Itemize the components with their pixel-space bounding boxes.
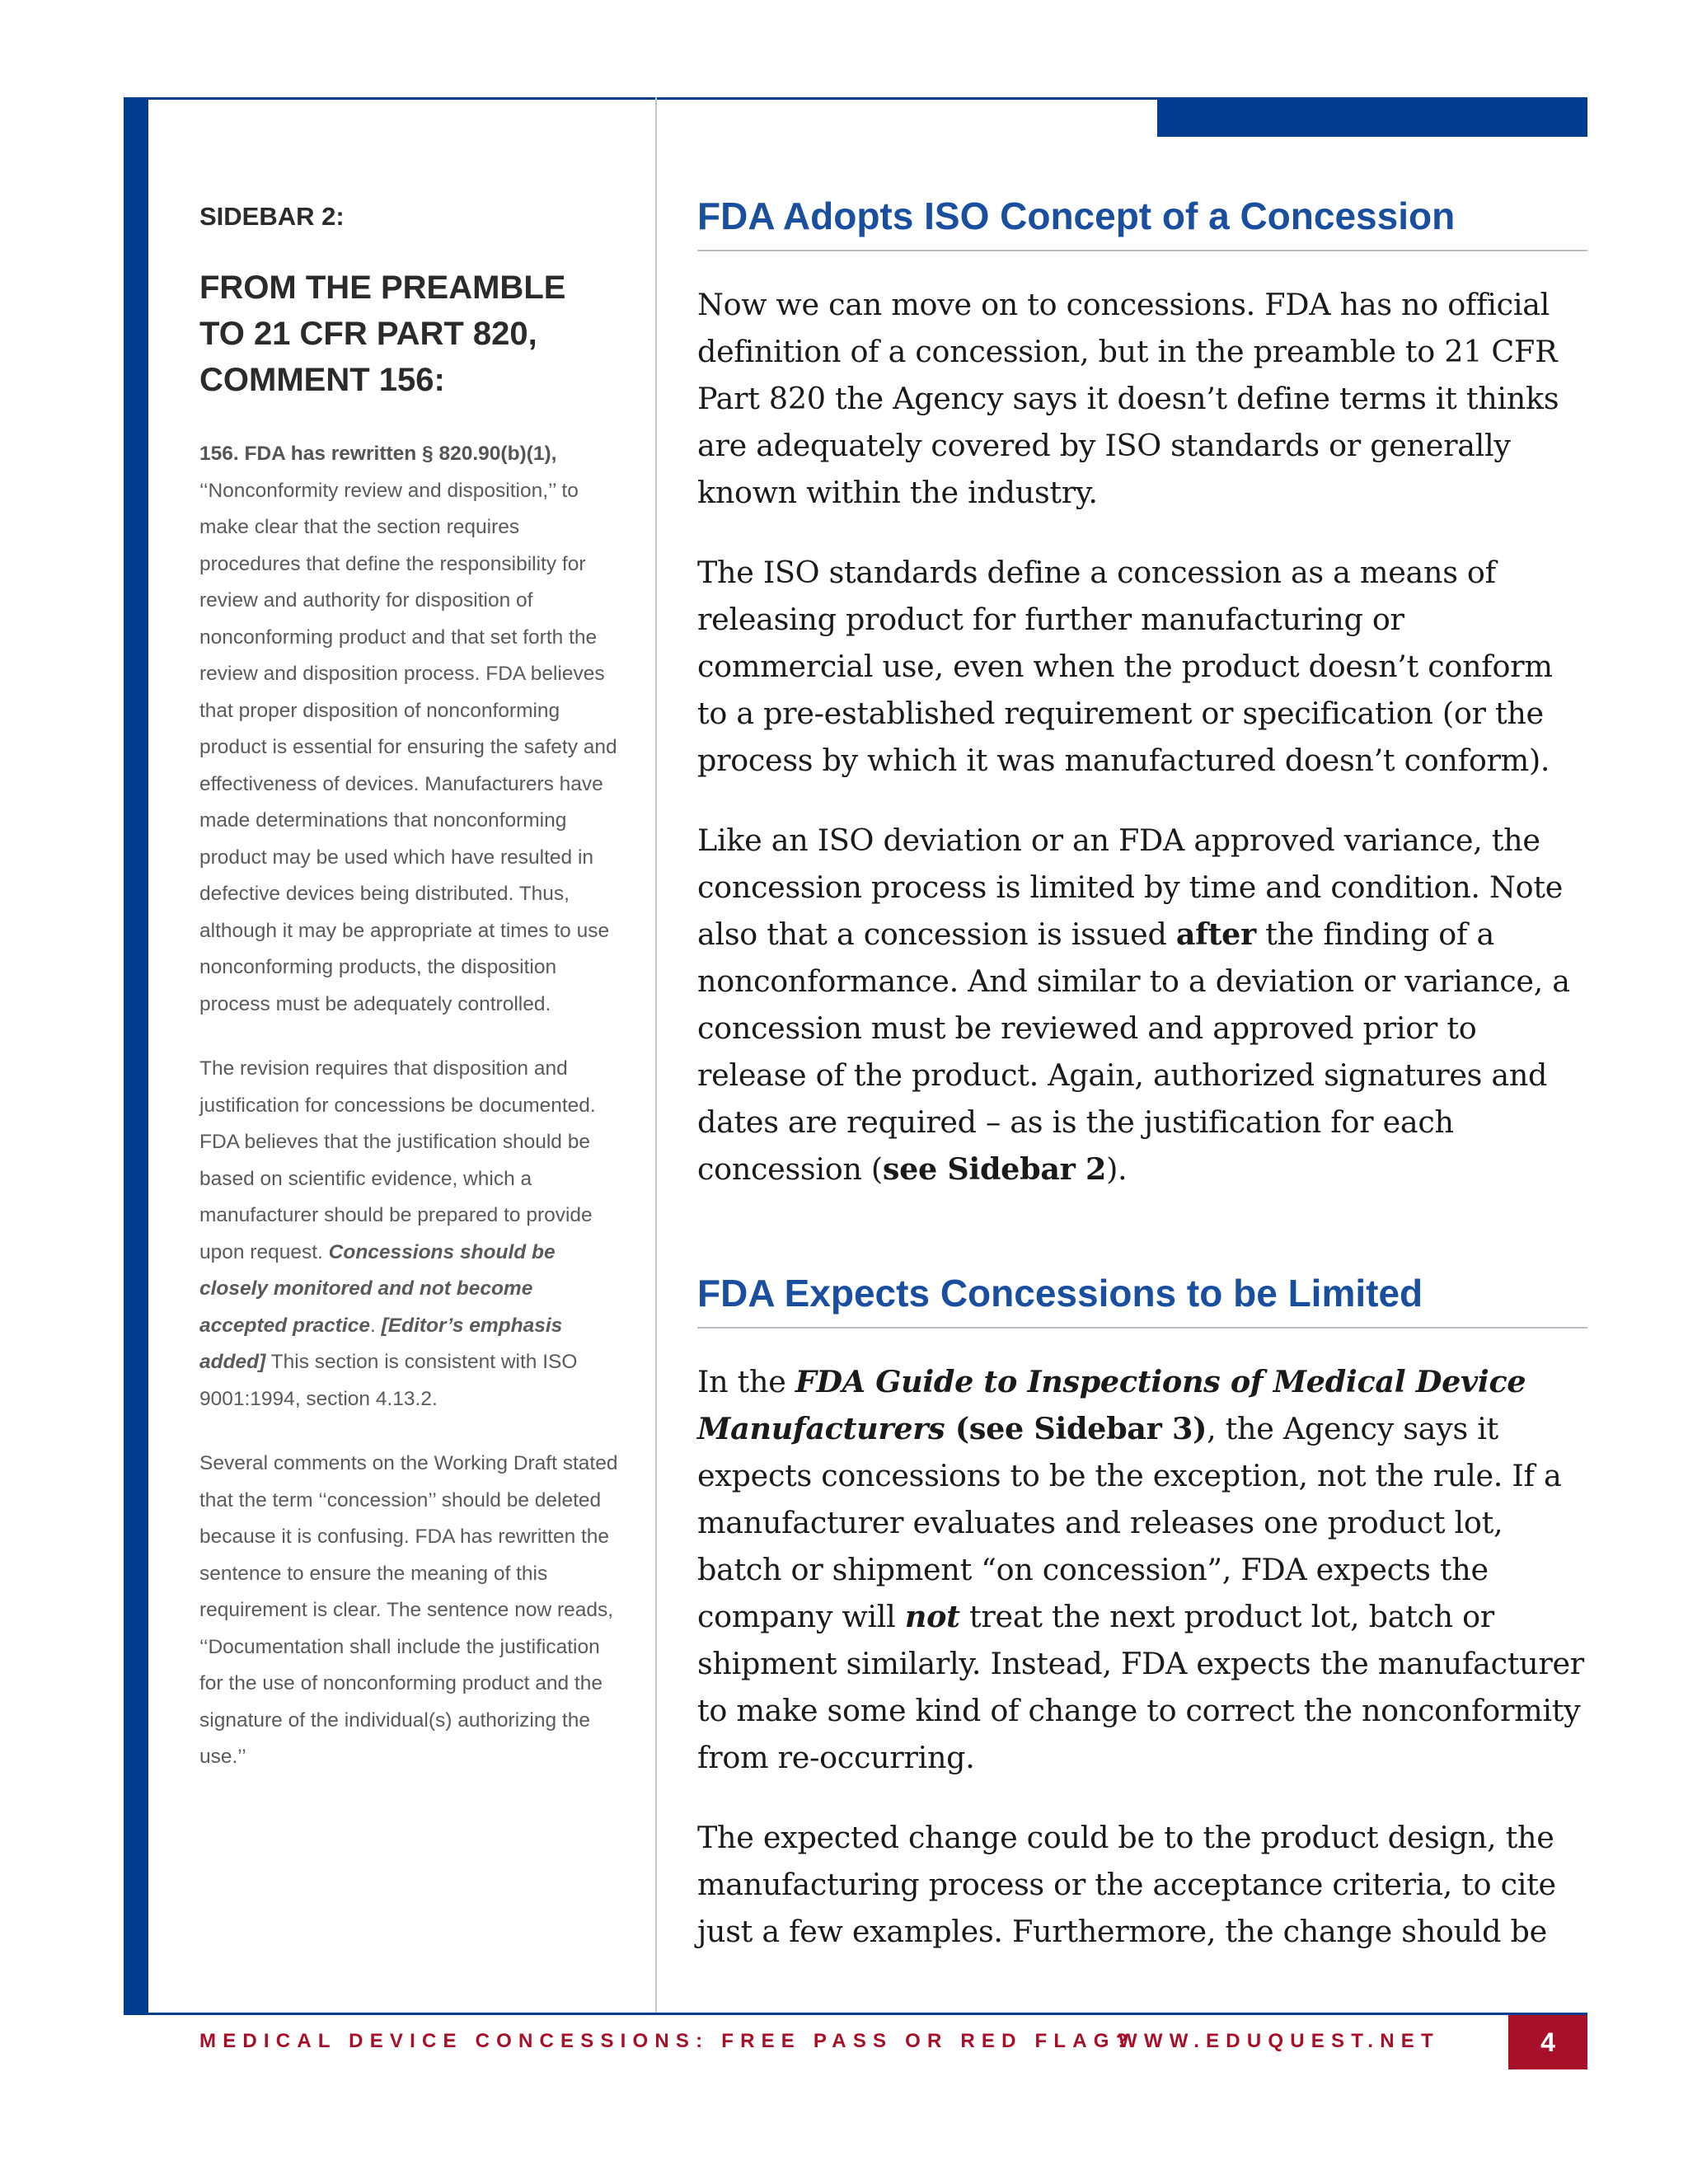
sidebar-text: This section is consistent with ISO 9001:1994, section 4.13.2. [199, 1351, 578, 1410]
page-number: 4 [1508, 2015, 1587, 2069]
body-text: the finding of a nonconformance. And similar to a deviation or variance, a concession must be reviewed and approved prior to release of the product. Again, authorized signatures and dates are required – as is the justification for each concession ( [697, 916, 1570, 1187]
section-heading: FDA Expects Concessions to be Limited [697, 1271, 1587, 1329]
body-emphasis: not [904, 1599, 960, 1634]
body-bold: after [1175, 916, 1256, 952]
sidebar-reference: see Sidebar 2 [882, 1151, 1107, 1187]
body-paragraph [697, 817, 1587, 1193]
header-accent-bar [1157, 99, 1587, 137]
sidebar-text: . [370, 1314, 382, 1337]
bottom-rule [124, 2013, 1587, 2015]
sidebar-heading-line: FROM THE PREAMBLE [199, 269, 566, 306]
footer-url[interactable]: WWW.EDUQUEST.NET [1118, 2030, 1440, 2052]
sidebar-label: SIDEBAR 2: [199, 202, 345, 231]
main-column [697, 194, 1587, 1988]
body-text: ). [1106, 1151, 1128, 1187]
sidebar-heading-line: TO 21 CFR PART 820, [199, 316, 537, 352]
sidebar-paragraph [199, 436, 624, 1023]
body-paragraph: The expected change could be to the product design, the manufacturing process or the acceptance criteria, to cite just a few examples. Furthermore, the change should be [697, 1820, 1556, 1949]
body-paragraph: The ISO standards define a concession as a means of releasing product for further manufacturing or commercial use, even when the product doesn’t conform to a pre-established requirement or specification (or the process by which it was manufactured doesn’t conform). [697, 555, 1553, 778]
sidebar-text: ‘‘Nonconformity review and disposition,’’ to make clear that the section requires procedures that define the responsibility for review and authority for disposition of nonconforming product and that set forth the review and disposition process. FDA believes that proper disposition of nonconforming product is essential for ensuring the safety and effectiveness of devices. Manufacturers have made determinations that nonconforming product may be used which have resulted in defective devices being distributed. Thus, although it may be appropriate at times to use nonconforming products, the disposition process must be adequately controlled. [199, 479, 617, 1015]
body-text: In the [697, 1364, 795, 1399]
footer-title: MEDICAL DEVICE CONCESSIONS: FREE PASS OR RED FLAG? [199, 2030, 1135, 2052]
section-heading: FDA Adopts ISO Concept of a Concession [697, 194, 1587, 251]
sidebar [199, 202, 624, 1804]
sidebar-paragraph [199, 1051, 624, 1418]
body-text: , the Agency says it expects concessions to be the exception, not the rule. If a manufacturer evaluates and releases one product lot, batch or shipment “on concession”, FDA expects the company will [697, 1411, 1562, 1634]
sidebar-text: The revision requires that disposition and justification for concessions be documented. FDA believes that the justification should be based on scientific evidence, which a manufacturer should be prepared to provide upon request. [199, 1057, 596, 1263]
column-divider [655, 97, 657, 2014]
sidebar-reference: (see Sidebar 3) [945, 1411, 1207, 1446]
comment-number-lead: 156. FDA has rewritten § 820.90(b)(1), [199, 443, 557, 465]
sidebar-paragraph: Several comments on the Working Draft stated that the term ‘‘concession’’ should be deleted because it is confusing. FDA has rewritten the sentence to ensure the meaning of this requirement is clear. The sentence now reads, ‘‘Documentation shall include the justification for the use of nonconforming product and the signature of the individual(s) authorizing the use.’’ [199, 1452, 618, 1768]
guide-title: FDA Guide to Inspections of Medical Device Manufacturers [697, 1364, 1526, 1446]
sidebar-emphasis: Concessions should be closely monitored and not become accepted practice [199, 1240, 556, 1337]
body-text: treat the next product lot, batch or shipment similarly. Instead, FDA expects the manufacturer to make some kind of change to correct the nonconformity from re-occurring. [697, 1599, 1584, 1775]
sidebar-heading [199, 265, 624, 403]
body-paragraph: Now we can move on to concessions. FDA has no official definition of a concession, but in the preamble to 21 CFR Part 820 the Agency says it doesn’t define terms it thinks are adequately covered by ISO standards or generally known within the industry. [697, 287, 1559, 510]
sidebar-stripe [124, 97, 148, 2014]
editor-note: [Editor’s emphasis added] [199, 1314, 563, 1373]
body-paragraph [697, 1358, 1587, 1781]
sidebar-heading-line: COMMENT 156: [199, 362, 445, 398]
body-text: Like an ISO deviation or an FDA approved variance, the concession process is limited by time and condition. Note also that a concession is issued [697, 823, 1564, 952]
